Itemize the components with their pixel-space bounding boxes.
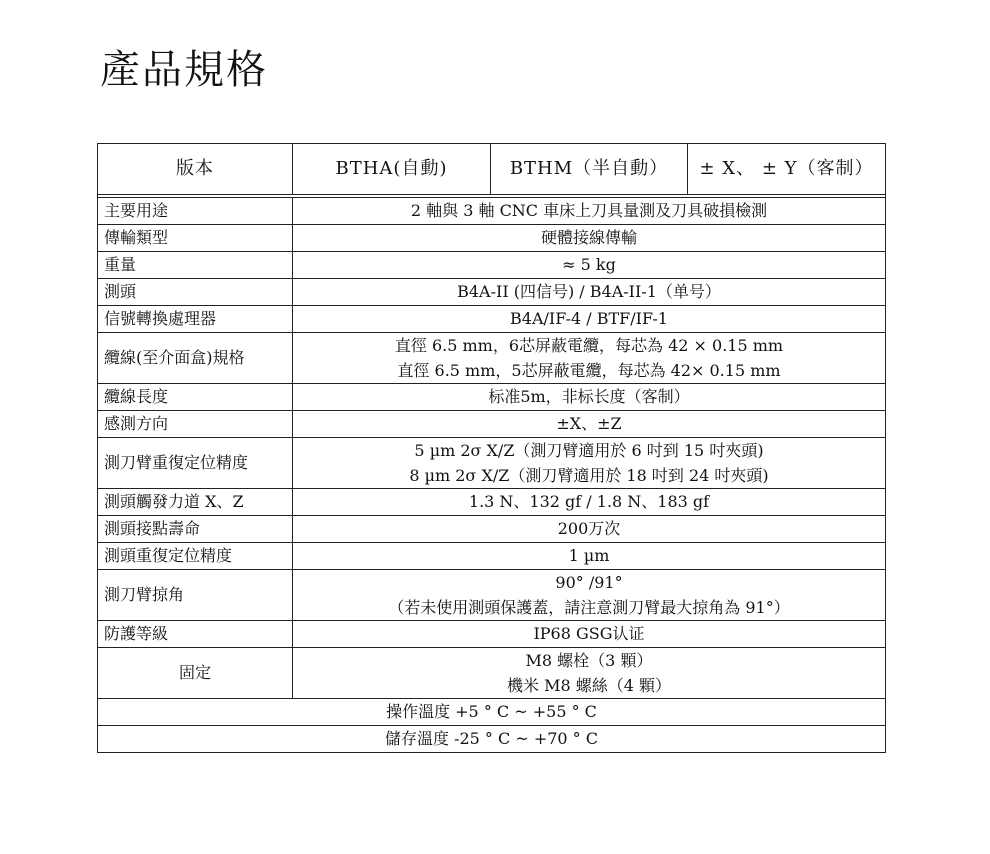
row-label: 測刀臂掠角	[98, 570, 293, 621]
spec-table	[97, 143, 886, 753]
row-label: 重量	[98, 252, 293, 279]
table-row	[98, 225, 886, 252]
row-value: 1.3 N、132 gf / 1.8 N、183 gf	[293, 489, 886, 516]
table-row	[98, 252, 886, 279]
row-value-line: M8 螺栓（3 顆）	[525, 651, 653, 670]
row-value-line: 機米 M8 螺絲（4 顆）	[506, 676, 671, 695]
table-row	[98, 306, 886, 333]
row-value-line: 90° /91°	[555, 573, 623, 592]
row-value	[293, 570, 886, 621]
table-row	[98, 198, 886, 225]
row-label: 測頭	[98, 279, 293, 306]
table-row	[98, 726, 886, 753]
row-label: 測頭觸發力道 X、Z	[98, 489, 293, 516]
table-row	[98, 489, 886, 516]
row-label: 感測方向	[98, 411, 293, 438]
table-row	[98, 279, 886, 306]
row-label: 固定	[98, 648, 293, 699]
row-value-line: 直徑 6.5 mm，5芯屏蔽電纜，每芯為 42× 0.15 mm	[397, 361, 781, 380]
row-value: 硬體接線傳輸	[293, 225, 886, 252]
table-row	[98, 621, 886, 648]
row-value-line: （若未使用測頭保護蓋，請注意測刀臂最大掠角為 91°）	[388, 598, 790, 617]
row-label: 主要用途	[98, 198, 293, 225]
table-row	[98, 438, 886, 489]
table-row	[98, 384, 886, 411]
row-value: B4A-II (四信号) / B4A-II-1（单号）	[293, 279, 886, 306]
header-xy: ± X、 ± Y（客制）	[688, 144, 886, 195]
table-row	[98, 570, 886, 621]
row-label: 測頭接點壽命	[98, 516, 293, 543]
row-label: 傳輸類型	[98, 225, 293, 252]
row-label: 纜線長度	[98, 384, 293, 411]
row-value: ±X、±Z	[293, 411, 886, 438]
table-header-row	[98, 144, 886, 195]
header-version: 版本	[98, 144, 293, 195]
page-title: 產品規格	[100, 47, 268, 93]
row-value-line: 5 µm 2σ X/Z（測刀臂適用於 6 吋到 15 吋夾頭)	[414, 441, 764, 460]
table-row	[98, 699, 886, 726]
row-value: B4A/IF-4 / BTF/IF-1	[293, 306, 886, 333]
row-label: 測頭重復定位精度	[98, 543, 293, 570]
table-row	[98, 543, 886, 570]
row-value: 200万次	[293, 516, 886, 543]
table-row	[98, 411, 886, 438]
row-value: 2 軸與 3 軸 CNC 車床上刀具量測及刀具破損檢測	[293, 198, 886, 225]
storage-temperature: 儲存溫度 -25 ° C ~ +70 ° C	[98, 726, 886, 753]
row-label: 信號轉換處理器	[98, 306, 293, 333]
row-value	[293, 333, 886, 384]
table-row	[98, 648, 886, 699]
operating-temperature: 操作溫度 +5 ° C ~ +55 ° C	[98, 699, 886, 726]
row-value: ≈ 5 kg	[293, 252, 886, 279]
row-value: 1 µm	[293, 543, 886, 570]
row-value: IP68 GSG认证	[293, 621, 886, 648]
row-label: 測刀臂重復定位精度	[98, 438, 293, 489]
row-label: 防護等級	[98, 621, 293, 648]
table-row	[98, 333, 886, 384]
header-bthm: BTHM（半自動）	[491, 144, 688, 195]
row-value-line: 直徑 6.5 mm，6芯屏蔽電纜，每芯為 42 × 0.15 mm	[394, 336, 784, 355]
row-value	[293, 648, 886, 699]
row-label: 纜線(至介面盒)規格	[98, 333, 293, 384]
header-btha: BTHA(自動)	[293, 144, 491, 195]
row-value-line: 8 µm 2σ X/Z（測刀臂適用於 18 吋到 24 吋夾頭)	[409, 466, 769, 485]
row-value	[293, 438, 886, 489]
table-row	[98, 516, 886, 543]
row-value: 标准5m，非标长度（客制）	[293, 384, 886, 411]
